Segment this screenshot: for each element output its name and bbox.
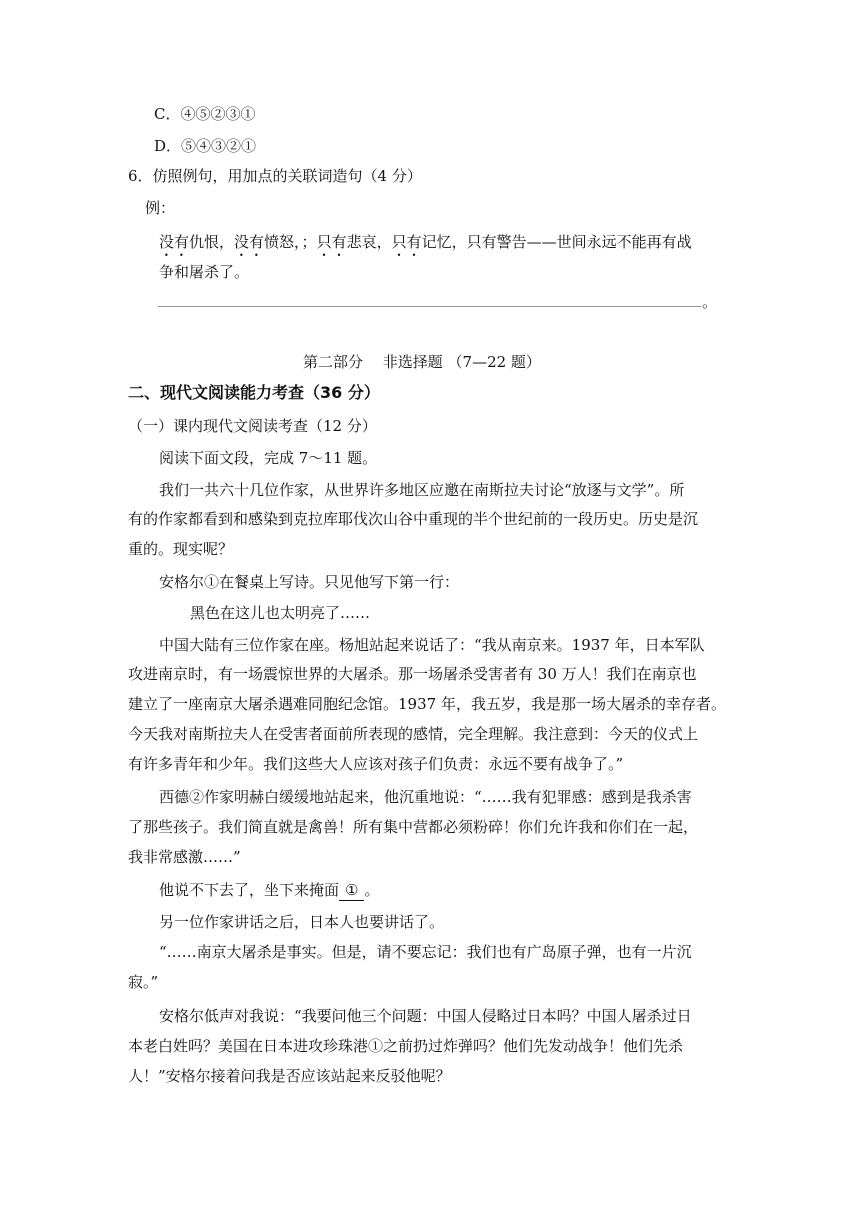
- passage-line: 人！”安格尔接着问我是否应该站起来反驳他呢？: [128, 1067, 451, 1085]
- passage-line-with-blank: [159, 880, 379, 901]
- example-text: 仇恨，: [189, 233, 235, 251]
- dotted-connective: 只有: [391, 233, 422, 251]
- example-text: 记忆，只有警告——世间永远不能再有战: [421, 233, 692, 251]
- passage-line: 安格尔低声对我说：“我要问他三个问题：中国人侵略过日本吗？中国人屠杀过日: [159, 1007, 692, 1025]
- dotted-connective: 没有: [234, 233, 265, 251]
- poem-line: 黑色在这儿也太明亮了……: [190, 604, 371, 622]
- passage-text: 。: [364, 881, 380, 899]
- passage-text: 他说不下去了，坐下来掩面: [159, 881, 340, 899]
- instruction: 阅读下面文段，完成 7～11 题。: [159, 449, 378, 467]
- subsection-title: （一）课内现代文阅读考查（12 分）: [128, 417, 377, 435]
- example-text: 悲哀，: [346, 233, 392, 251]
- passage-line: 我们一共六十几位作家，从世界许多地区应邀在南斯拉夫讨论“放逐与文学”。所: [159, 481, 685, 499]
- dotted-connective: 只有: [316, 233, 347, 251]
- example-text: 愤怒，；: [264, 233, 317, 251]
- answer-period: 。: [702, 293, 718, 311]
- answer-blank-line[interactable]: [158, 306, 701, 307]
- passage-line: 我非常感激……”: [128, 848, 241, 866]
- dotted-connective: 没有: [159, 233, 190, 251]
- part2-header: 第二部分 非选择题 （7—22 题）: [303, 353, 541, 371]
- passage-line: 另一位作家讲话之后，日本人也要讲话了。: [159, 913, 445, 931]
- passage-line: 安格尔①在餐桌上写诗。只见他写下第一行：: [159, 573, 460, 591]
- passage-line: 重的。现实呢？: [128, 540, 234, 558]
- passage-line: “……南京大屠杀是事实。但是，请不要忘记：我们也有广岛原子弹，也有一片沉: [159, 943, 692, 961]
- passage-line: 中国大陆有三位作家在座。杨旭站起来说话了：“我从南京来。1937 年，日本军队: [159, 636, 705, 654]
- passage-line: 有的作家都看到和感染到克拉库耶伐次山谷中重现的半个世纪前的一段历史。历史是沉: [128, 510, 699, 528]
- passage-line: 本老白姓吗？美国在日本进攻珍珠港①之前扔过炸弹吗？他们先发动战争！他们先杀: [128, 1037, 684, 1055]
- passage-line: 寂。”: [128, 973, 159, 991]
- passage-line: 攻进南京时，有一场震惊世界的大屠杀。那一场屠杀受害者有 30 万人！我们在南京也: [128, 665, 697, 683]
- option-c: C．④⑤②③①: [154, 105, 256, 123]
- passage-line: 了那些孩子。我们简直就是禽兽！所有集中营都必须粉碎！你们允许我和你们在一起，: [128, 818, 699, 836]
- question-6-title: 6．仿照例句，用加点的关联词造句（4 分）: [128, 167, 422, 185]
- example-sentence-line2: 争和屠杀了。: [159, 263, 250, 281]
- example-sentence-line1: [159, 232, 692, 260]
- section-title: 二、现代文阅读能力考查（36 分）: [128, 383, 380, 402]
- passage-line: 西德②作家明赫白缓缓地站起来，他沉重地说：“……我有犯罪感：感到是我杀害: [159, 788, 692, 806]
- passage-line: 今天我对南斯拉夫人在受害者面前所表现的感情，完全理解。我注意到：今天的仪式上: [128, 725, 699, 743]
- passage-line: 建立了一座南京大屠杀遇难同胞纪念馆。1937 年，我五岁，我是那一场大屠杀的幸存者。: [128, 695, 726, 713]
- option-d: D．⑤④③②①: [154, 137, 257, 155]
- fill-in-blank-1[interactable]: ①: [339, 880, 364, 901]
- passage-line: 有许多青年和少年。我们这些大人应该对孩子们负责：永远不要有战争了。”: [128, 755, 624, 773]
- example-label: 例：: [145, 199, 176, 217]
